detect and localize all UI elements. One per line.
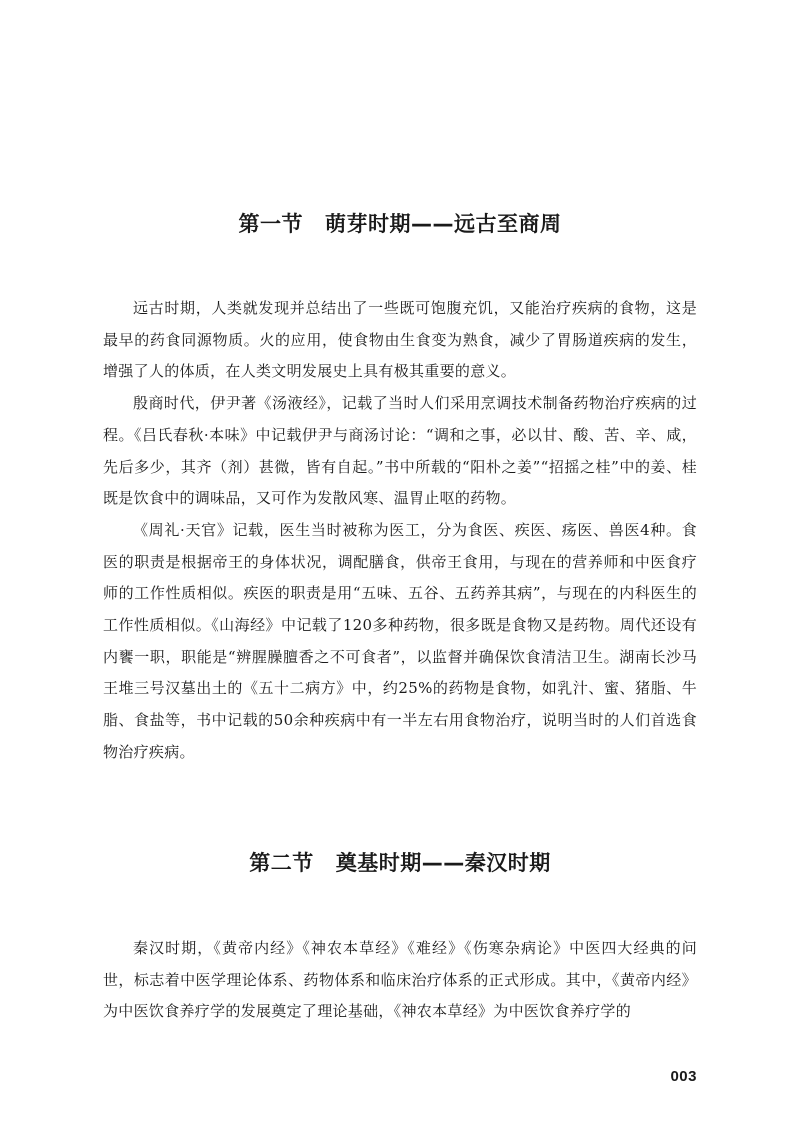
section-2-number: 第二节 (249, 851, 314, 875)
section-2-heading (0, 847, 800, 877)
page-number: 003 (670, 1068, 697, 1085)
section-1-title: 萌芽时期——远古至商周 (325, 212, 562, 236)
section-1-body (103, 293, 697, 769)
section-1-heading (0, 208, 800, 238)
section-2-body (103, 933, 697, 1028)
section-2-title: 奠基时期——秦汉时期 (335, 851, 551, 875)
section-2-paragraph-1: 秦汉时期，《黄帝内经》《神农本草经》《难经》《伤寒杂病论》中医四大经典的问世，标志着中医学理论体系、药物体系和临床治疗体系的正式形成。其中，《黄帝内经》为中医饮食养疗学的发展奠定了理论基础，《神农本草经》为中医饮食养疗学的 (103, 939, 697, 1021)
section-1-paragraph-2: 殷商时代，伊尹著《汤液经》，记载了当时人们采用烹调技术制备药物治疗疾病的过程。《吕氏春秋·本味》中记载伊尹与商汤讨论：“调和之事，必以甘、酸、苦、辛、咸，先后多少，其齐（剂）甚微，皆有自起。”书中所载的“阳朴之姜”“招摇之桂”中的姜、桂既是饮食中的调味品，又可作为发散风寒、温胃止呕的药物。 (103, 394, 697, 508)
section-1-number: 第一节 (238, 212, 303, 236)
section-1-paragraph-1: 远古时期，人类就发现并总结出了一些既可饱腹充饥，又能治疗疾病的食物，这是最早的药食同源物质。火的应用，使食物由生食变为熟食，减少了胃肠道疾病的发生，增强了人的体质，在人类文明发展史上具有极其重要的意义。 (103, 299, 697, 381)
section-1-paragraph-3: 《周礼·天官》记载，医生当时被称为医工，分为食医、疾医、疡医、兽医4种。食医的职责是根据帝王的身体状况，调配膳食，供帝王食用，与现在的营养师和中医食疗师的工作性质相似。疾医的职责是用“五味、五谷、五药养其病”，与现在的内科医生的工作性质相似。《山海经》中记载了120多种药物，很多既是食物又是药物。周代还设有内饔一职，职能是“辨腥臊膻香之不可食者”，以监督并确保饮食清洁卫生。湖南长沙马王堆三号汉墓出土的《五十二病方》中，约25%的药物是食物，如乳汁、蜜、猪脂、牛脂、食盐等，书中记载的50余种疾病中有一半左右用食物治疗，说明当时的人们首选食物治疗疾病。 (103, 520, 697, 761)
